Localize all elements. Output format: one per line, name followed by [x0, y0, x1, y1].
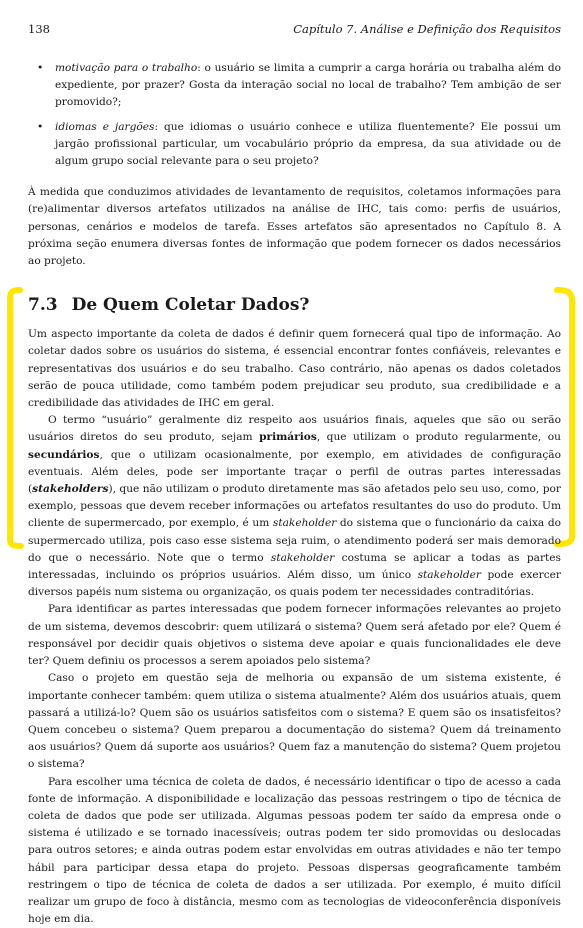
- bullet-text: : que idiomas o usuário conhece e utiliza fluentemente? Ele possui um jargão profissional particular, um vocabulário próprio da empresa, da sua atividade ou de algum grupo social relevante para o seu projeto?: [55, 120, 561, 168]
- running-header: [28, 22, 561, 38]
- term-secondary: secundários: [28, 448, 100, 461]
- bullet-term: motivação para o trabalho: [55, 62, 198, 74]
- paragraph-data-collection: Um aspecto importante da coleta de dados é definir quem fornecerá qual tipo de informação. Ao coletar dados sobre os usuários do sistema, é essencial encontrar fontes confiáveis, relevantes e representativas dos usuários e do seu trabalho. Caso contrário, não apenas os dados coletados serão de pouca utilidade, como também podem prejudicar seu produto, sua credibilidade e a credibilidade das atividades de IHC em geral.: [28, 328, 561, 410]
- section-heading: [28, 294, 561, 316]
- paragraph-technique-choice: Para escolher uma técnica de coleta de dados, é necessário identificar o tipo de acesso a cada fonte de informação. A disponibilidade e localização das pessoas restringem o tipo de técnica de coleta de dados que pode ser utilizada. Algumas pessoas podem ter saído da empresa onde o sistema é utilizado e se tornado inacessíveis; outras podem ter sido promovidas ou deslocadas para outros setores; e ainda outras podem estar envolvidas em outras atividades e não ter tempo hábil para participar dessa etapa do projeto. Pessoas dispersas geograficamente também restringem o tipo de técnica de coleta de dados a ser utilizada. Por exemplo, é muito difícil realizar um grupo de foco à distância, mesmo com as tecnologias de videoconferência disponíveis hoje em dia.: [28, 775, 561, 926]
- list-item: [28, 119, 561, 171]
- term-stakeholders: stakeholders: [32, 483, 109, 496]
- term-primary: primários: [259, 431, 317, 444]
- paragraph-user-term: O termo “usuário” geralmente diz respeito aos usuários finais, aqueles que são ou serão usuários diretos do seu produto, sejam primários, que utilizam o produto regularmente, ou secundários, que o utilizam ocasionalmente, por exemplo, em atividades de configuração eventuais. Além deles, pode ser importante traçar o perfil de outras partes interessadas (stakeholders), que não utilizam o produto diretamente mas são afetados pelo seu uso, como, por exemplo, pessoas que devem receber informações ou artefatos resultantes do uso do produto. Um cliente de supermercado, por exemplo, é um stakeholder do sistema que o funcionário da caixa do supermercado utiliza, pois caso esse sistema seja ruim, o atendimento poderá ser mais demorado do que o necessário. Note que o termo stakeholder costuma se aplicar a todas as partes interessadas, incluindo os próprios usuários. Além disso, um único stakeholder pode exercer diversos papéis num sistema ou organização, os quais podem ter necessidades contraditórias.: [28, 414, 561, 599]
- bullet-icon: •: [37, 120, 44, 133]
- bullet-icon: •: [37, 62, 44, 74]
- paragraph-identify-stakeholders: Para identificar as partes interessadas que podem fornecer informações relevantes ao projeto de um sistema, devemos descobrir: quem utilizará o sistema? Quem será afetado por ele? Quem é responsável por decidir quais objetivos o sistema deve apoiar e quais funcionalidades ele deve ter? Quem definiu os processos a serem apoiados pelo sistema?: [28, 603, 561, 668]
- paragraph-existing-system: Caso o projeto em questão seja de melhoria ou expansão de um sistema existente, é importante conhecer também: quem utiliza o sistema atualmente? Além dos usuários atuais, quem passará a utilizá-lo? Quem são os usuários satisfeitos com o sistema? E quem são os insatisfeitos? Quem concebeu o sistema? Quem preparou a documentação do sistema? Quem dá treinamento aos usuários? Quem dá suporte aos usuários? Quem faz a manutenção do sistema? Quem projetou o sistema?: [28, 672, 561, 771]
- bullet-term: idiomas e jargões: [55, 120, 155, 133]
- section-title: De Quem Coletar Dados?: [71, 295, 310, 316]
- list-item: [28, 60, 561, 112]
- page-number: 138: [28, 22, 50, 36]
- bullet-text: : o usuário se limita a cumprir a carga horária ou trabalha além do expediente, por prazer? Gosta da interação social no local de trabalho? Tem ambição de ser promovido?;: [55, 62, 561, 109]
- section-number: 7.3: [28, 295, 58, 316]
- intro-paragraph: À medida que conduzimos atividades de levantamento de requisitos, coletamos informações para (re)alimentar diversos artefatos utilizados na análise de IHC, tais como: perfis de usuários, personas, cenários e modelos de tarefa. Esses artefatos são apresentados no Capítulo 8. A próxima seção enumera diversas fontes de informação que podem fornecer os dados necessários ao projeto.: [28, 186, 561, 268]
- left-highlight-bracket: [4, 287, 24, 549]
- bullet-list: [28, 60, 561, 170]
- chapter-title: Capítulo 7. Análise e Definição dos Requisitos: [293, 22, 561, 36]
- page-body: [28, 60, 561, 928]
